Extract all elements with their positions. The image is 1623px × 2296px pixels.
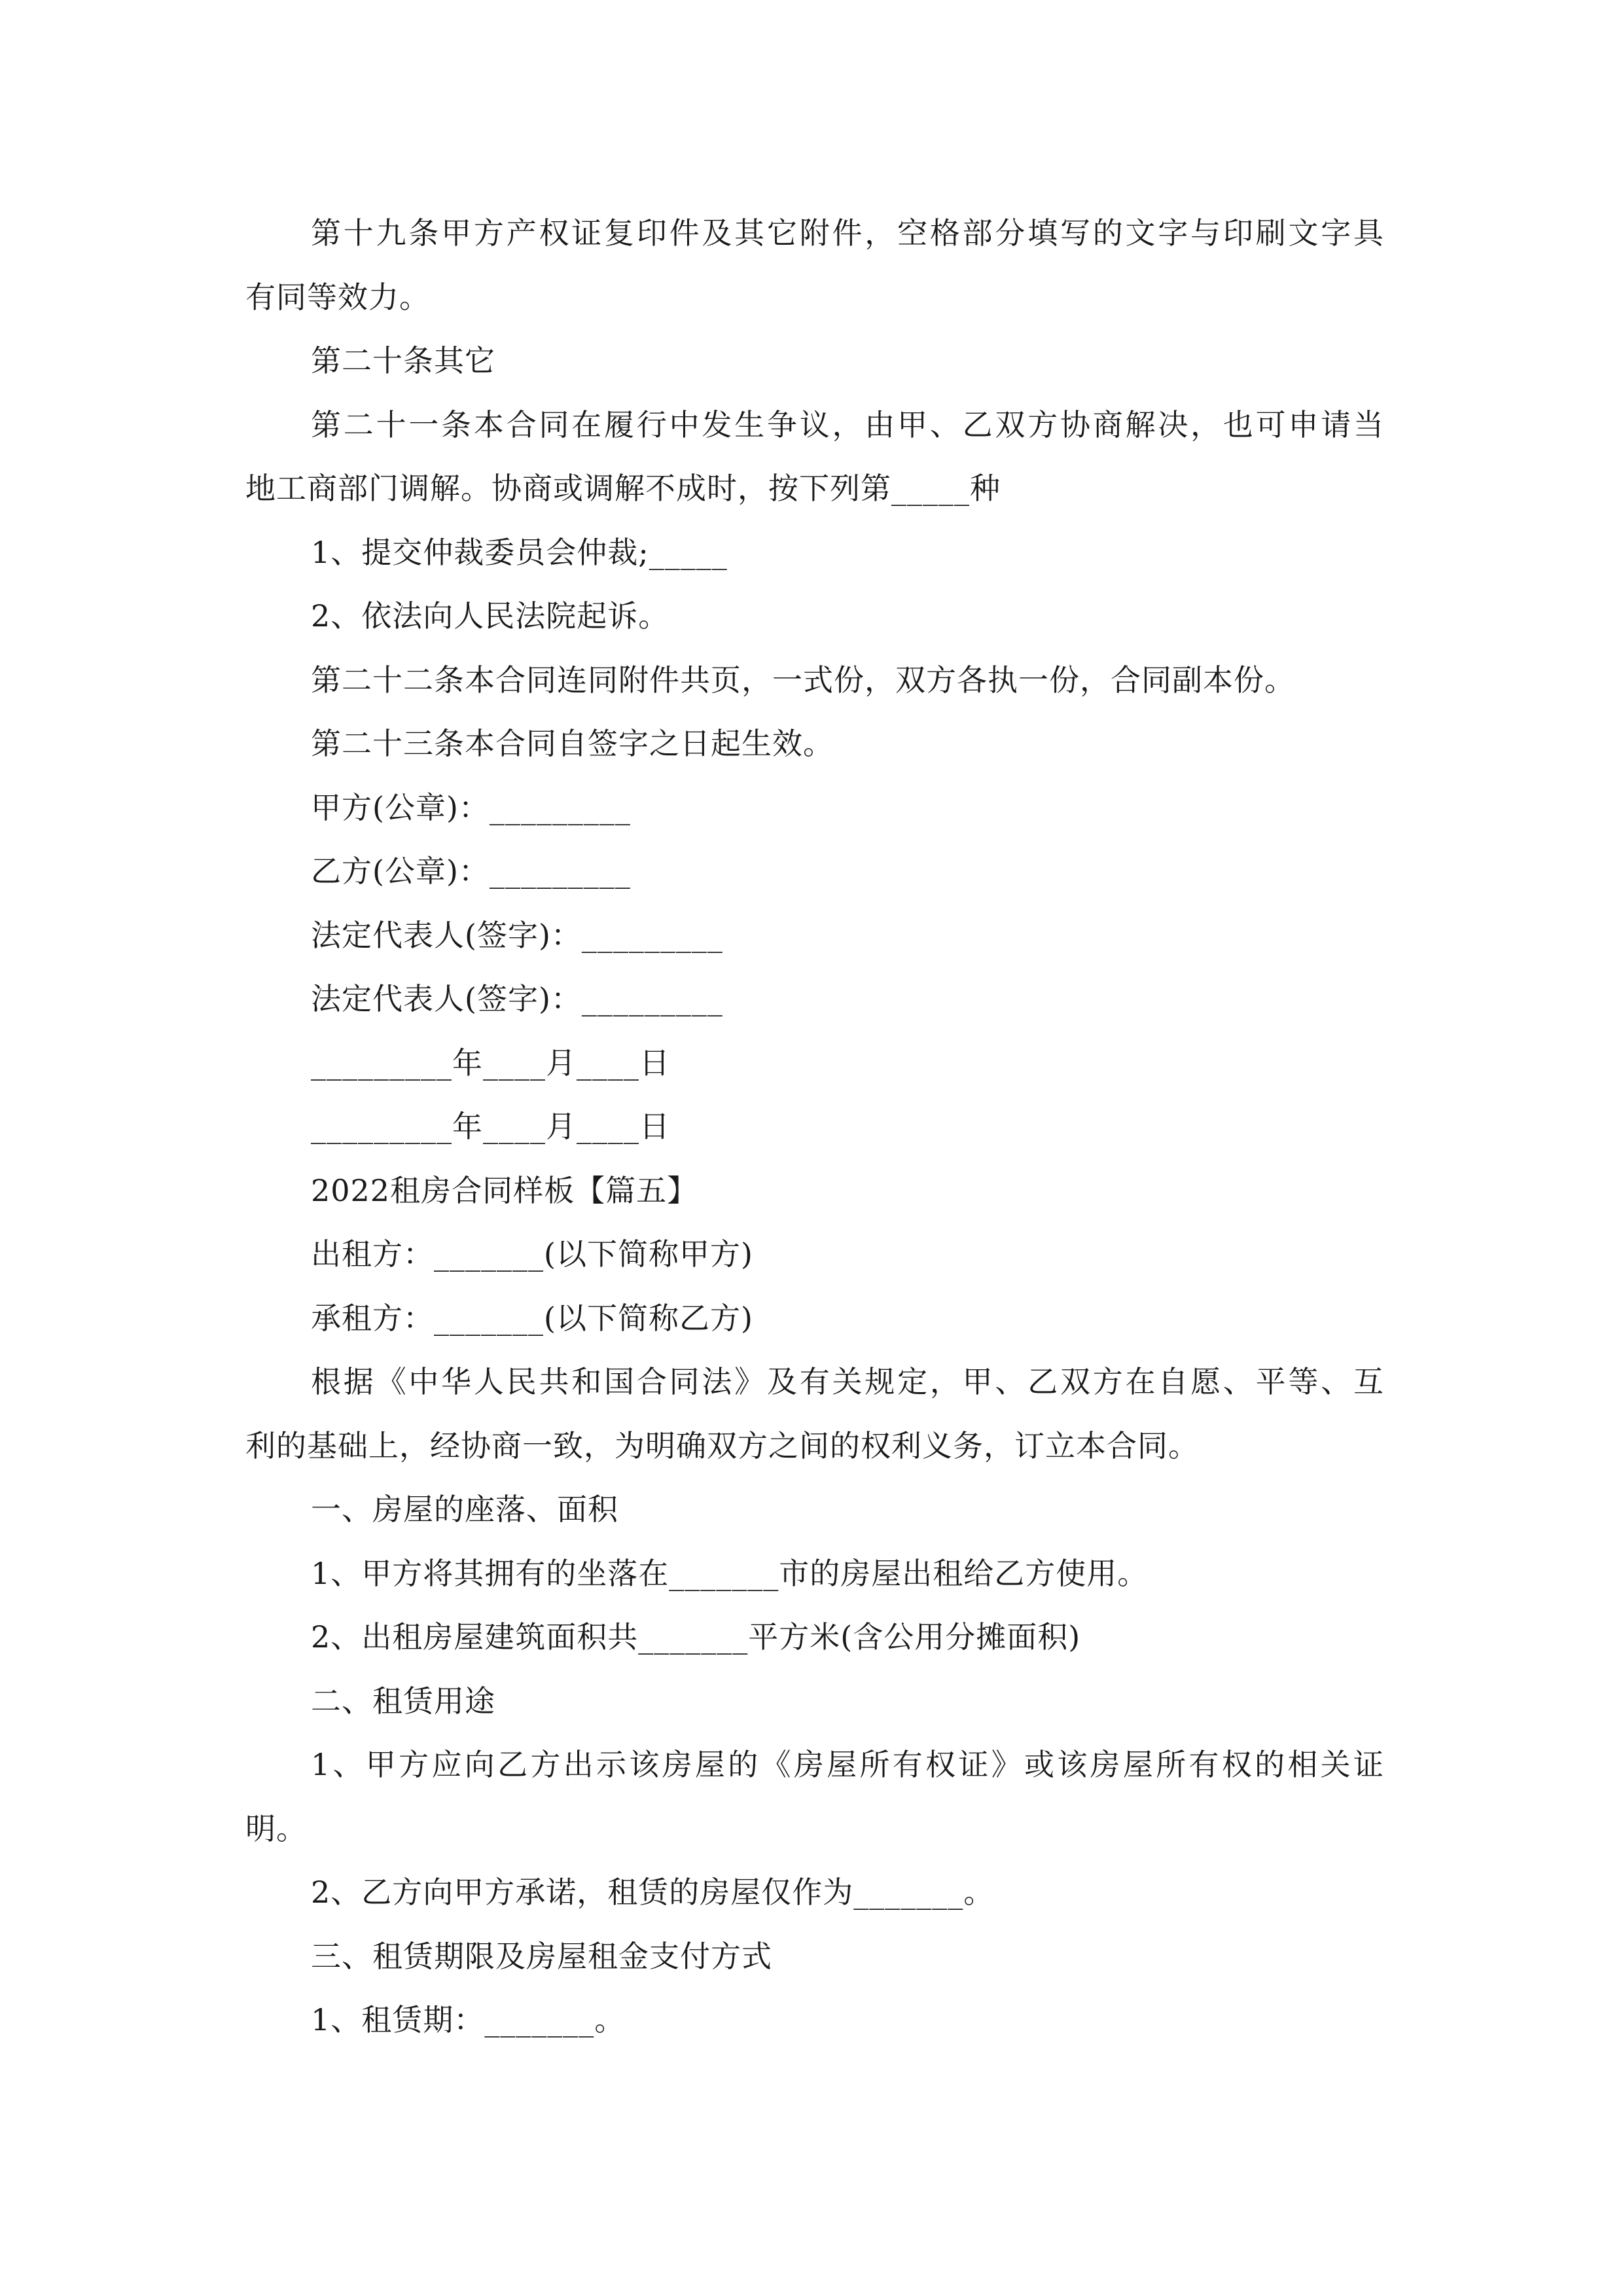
document-line: 法定代表人(签字)：_________ xyxy=(311,981,723,1016)
document-line: 三、租赁期限及房屋租金支付方式 xyxy=(311,1938,772,1974)
document-line: 地工商部门调解。协商或调解不成时，按下列第_____种 xyxy=(245,471,1001,506)
document-line: 一、房屋的座落、面积 xyxy=(311,1492,618,1527)
document-line: 乙方(公章)：_________ xyxy=(311,853,631,889)
document-line: 法定代表人(签字)：_________ xyxy=(311,917,723,953)
document-line: 2、依法向人民法院起诉。 xyxy=(311,598,669,634)
document-line: 2、乙方向甲方承诺，租赁的房屋仅作为_______。 xyxy=(311,1874,995,1910)
document-body xyxy=(245,202,1384,2053)
document-line: 根据《中华人民共和国合同法》及有关规定，甲、乙双方在自愿、平等、互 xyxy=(311,1364,1384,1399)
document-line: 利的基础上，经协商一致，为明确双方之间的权利义务，订立本合同。 xyxy=(245,1427,1199,1463)
document-line: 甲方(公章)：_________ xyxy=(311,789,631,825)
document-line: 出租方：_______(以下简称甲方) xyxy=(311,1236,753,1272)
document-line: 第二十条其它 xyxy=(311,343,495,378)
document-line: 1、甲方应向乙方出示该房屋的《房屋所有权证》或该房屋所有权的相关证 xyxy=(311,1747,1384,1782)
document-line: 1、提交仲裁委员会仲裁;_____ xyxy=(311,534,728,570)
document-line: 有同等效力。 xyxy=(245,279,430,315)
document-line: 2022租房合同样板【篇五】 xyxy=(311,1172,698,1208)
document-line: _________年____月____日 xyxy=(311,1109,670,1144)
document-line: 1、甲方将其拥有的坐落在_______市的房屋出租给乙方使用。 xyxy=(311,1555,1149,1591)
document-line: 二、租赁用途 xyxy=(311,1683,495,1719)
document-line: 第二十一条本合同在履行中发生争议，由甲、乙双方协商解决，也可申请当 xyxy=(311,406,1384,442)
document-line: _________年____月____日 xyxy=(311,1045,670,1081)
document-line: 第二十三条本合同自签字之日起生效。 xyxy=(311,726,834,761)
document-line: 1、租赁期：_______。 xyxy=(311,2002,626,2037)
document-line: 2、出租房屋建筑面积共_______平方米(含公用分摊面积) xyxy=(311,1619,1081,1655)
document-line: 第二十二条本合同连同附件共页，一式份，双方各执一份，合同副本份。 xyxy=(311,662,1295,698)
document-line: 第十九条甲方产权证复印件及其它附件，空格部分填写的文字与印刷文字具 xyxy=(311,215,1384,251)
document-line: 承租方：_______(以下简称乙方) xyxy=(311,1300,753,1336)
document-line: 明。 xyxy=(245,1810,307,1846)
